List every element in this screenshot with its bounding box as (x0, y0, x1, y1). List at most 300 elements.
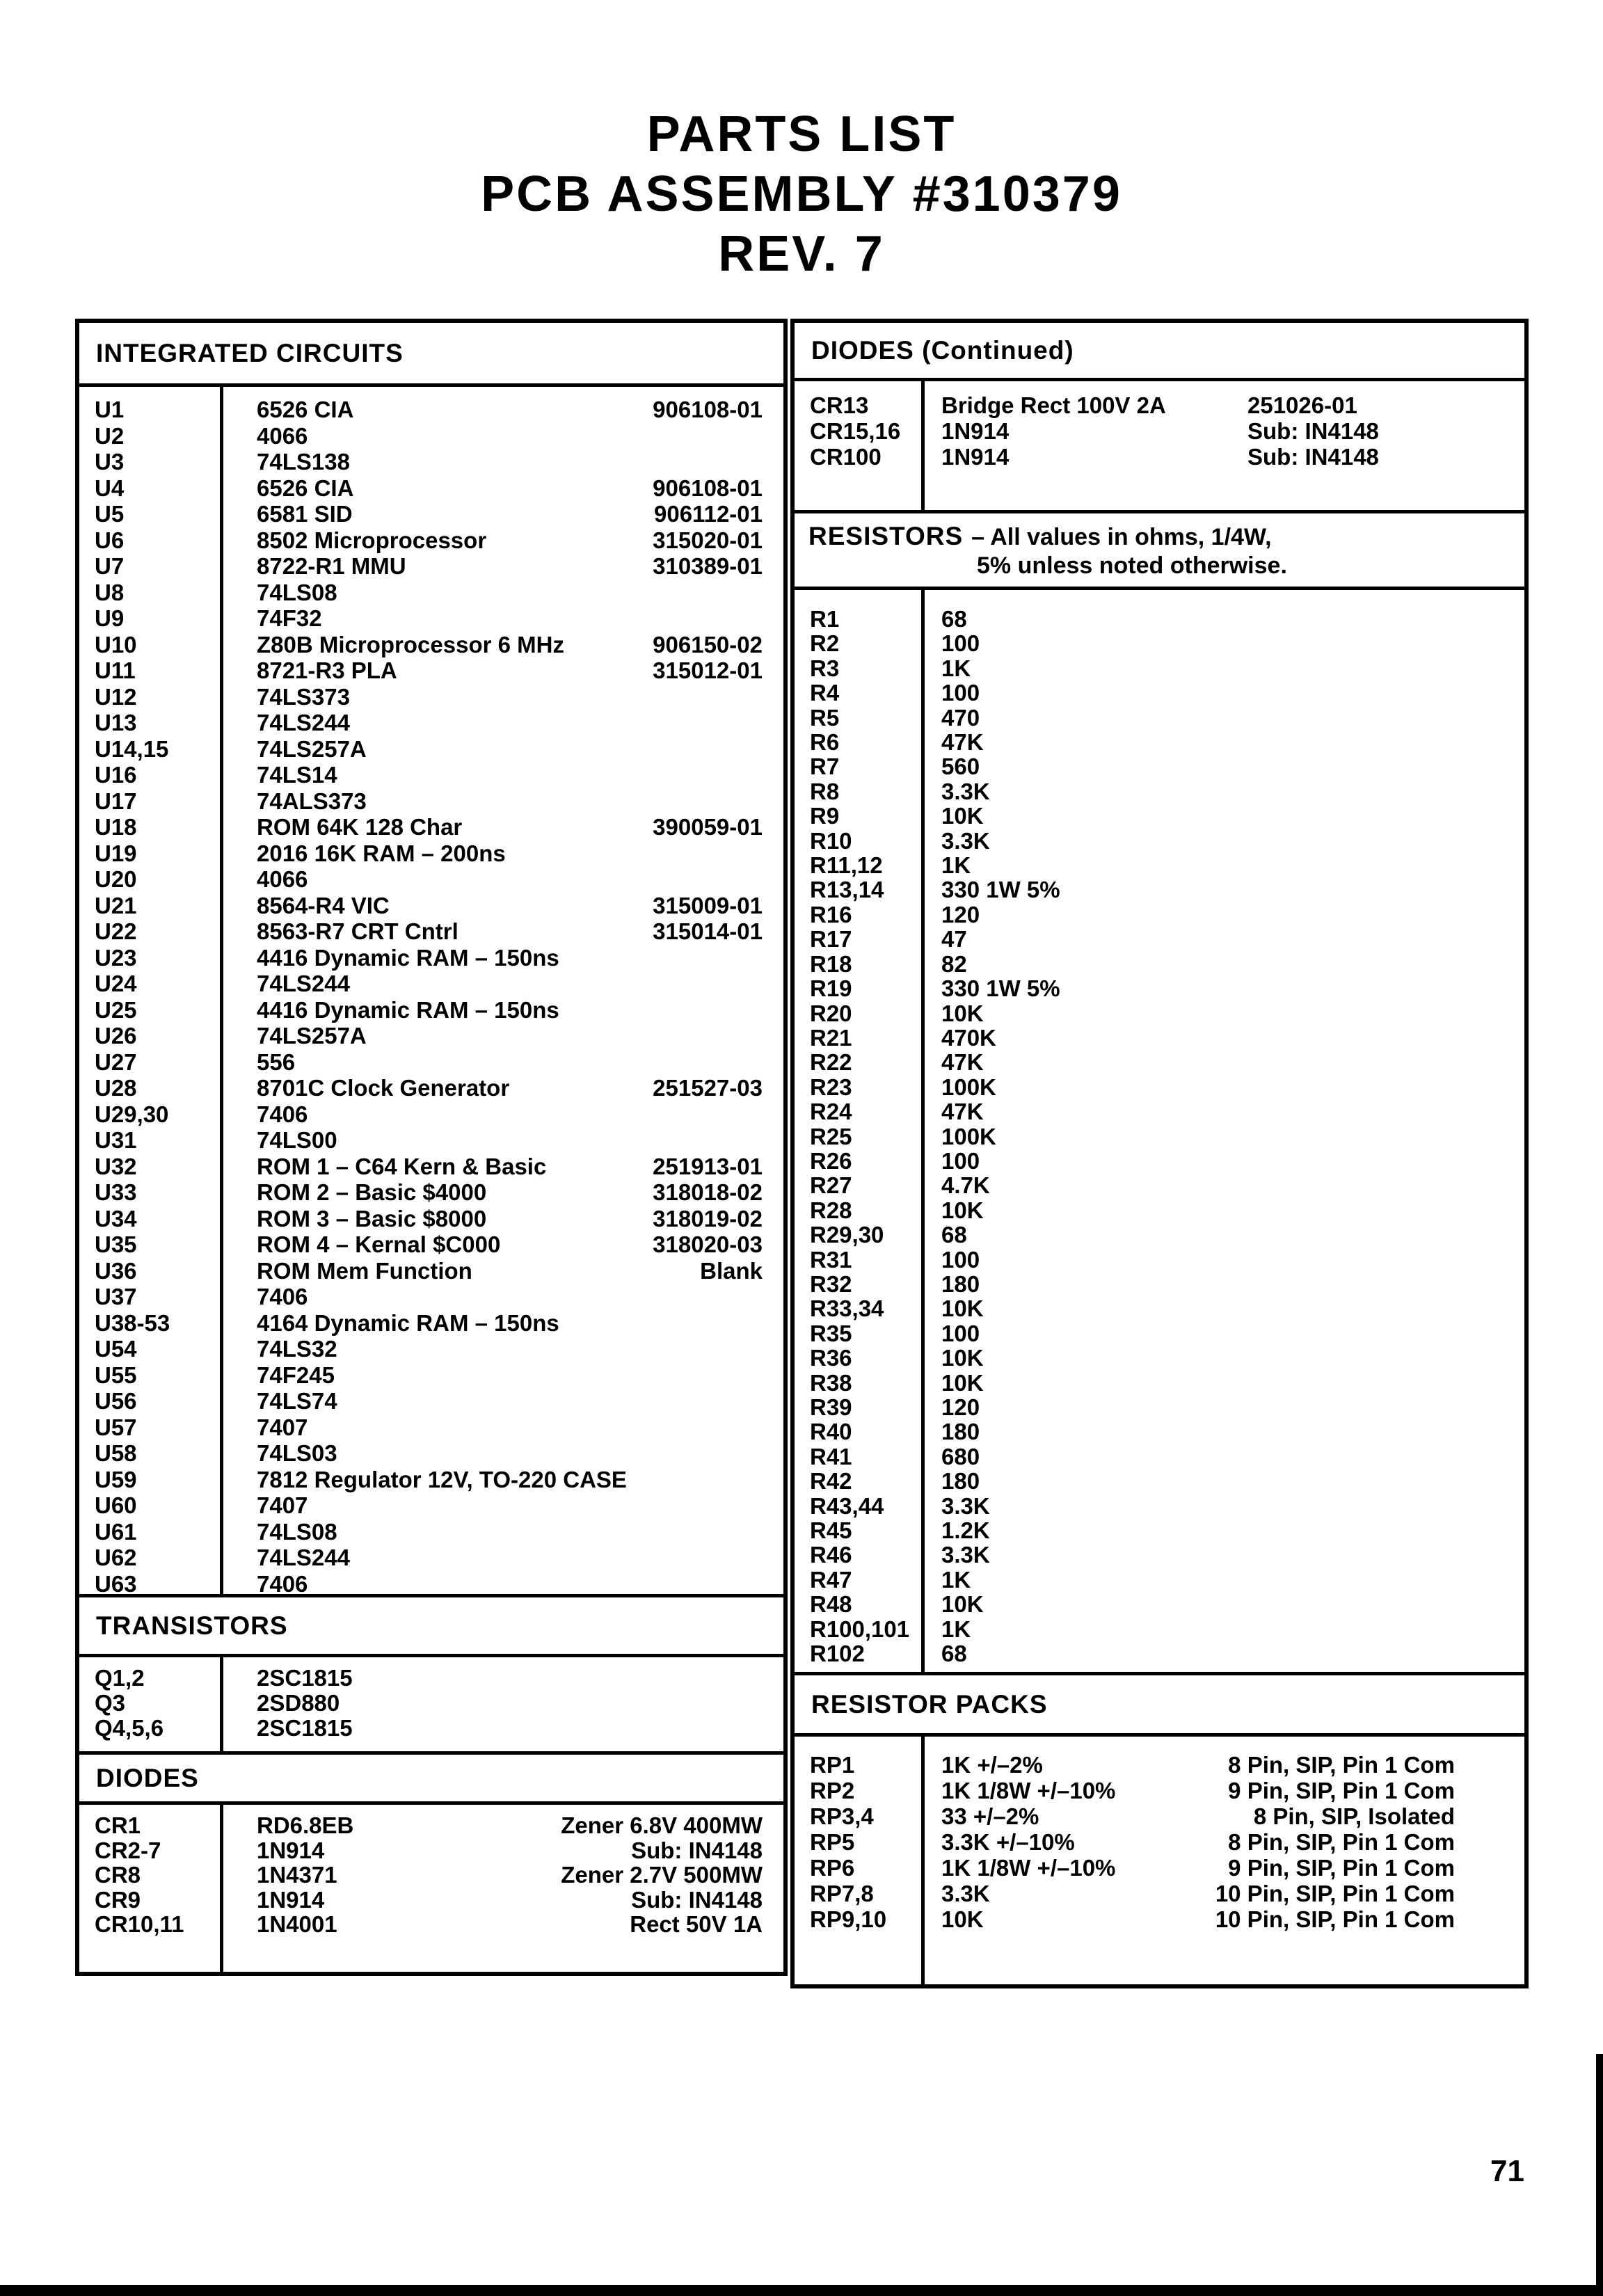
desc-cell: 74LS257A (257, 735, 367, 762)
desc-cell: 74ALS373 (257, 788, 367, 814)
ref-cell: U54 (95, 1336, 137, 1362)
table-row (795, 1099, 1524, 1124)
ref-cell: RP6 (810, 1855, 855, 1881)
table-row (795, 1542, 1524, 1567)
value-cell: 180 (941, 1419, 980, 1445)
part-number-cell: 906150-02 (653, 631, 763, 657)
ref-cell: U5 (95, 501, 125, 527)
desc-cell: 6526 CIA (257, 397, 354, 422)
package-cell: 9 Pin, SIP, Pin 1 Com (1228, 1855, 1455, 1881)
ref-cell: CR15,16 (810, 418, 901, 444)
desc-cell: 7406 (257, 1101, 308, 1127)
desc-cell: 74LS03 (257, 1440, 337, 1466)
ref-cell: U26 (95, 1023, 137, 1049)
ref-cell: R28 (810, 1197, 852, 1223)
table-row (795, 705, 1524, 730)
desc-cell: 4416 Dynamic RAM – 150ns (257, 996, 559, 1023)
table-row (79, 1075, 783, 1101)
ref-cell: R31 (810, 1246, 852, 1273)
desc-cell: ROM 2 – Basic $4000 (257, 1179, 487, 1205)
table-row (795, 730, 1524, 754)
ref-cell: R46 (810, 1542, 852, 1568)
table-row (79, 788, 783, 815)
desc-cell: 1N914 (257, 1837, 325, 1863)
ref-cell: RP3,4 (810, 1803, 874, 1829)
ref-cell: R18 (810, 950, 852, 977)
table-row (795, 1568, 1524, 1592)
ref-cell: U3 (95, 449, 125, 475)
ref-cell: RP2 (810, 1778, 855, 1803)
table-row (79, 1023, 783, 1049)
spec-note-cell: Rect 50V 1A (630, 1911, 763, 1937)
ref-cell: U12 (95, 683, 137, 710)
diodes-table (79, 1805, 783, 1972)
desc-cell: 1N914 (257, 1886, 325, 1913)
ref-cell: U28 (95, 1075, 137, 1101)
table-row (79, 1258, 783, 1284)
table-row (795, 1222, 1524, 1247)
ref-cell: U16 (95, 762, 137, 788)
ref-cell: CR10,11 (95, 1911, 184, 1937)
value-cell: 1K 1/8W +/–10% (941, 1855, 1116, 1881)
ref-cell: R100,101 (810, 1616, 910, 1642)
table-row (79, 1519, 783, 1545)
ref-cell: U57 (95, 1414, 137, 1440)
part-number-cell: 906108-01 (653, 475, 763, 501)
resistors-note-line2: 5% unless noted otherwise. (977, 552, 1287, 579)
section-header-diodes-continued (795, 323, 1524, 381)
section-header-resistor-packs (795, 1675, 1524, 1737)
table-row (795, 1371, 1524, 1395)
desc-cell: 74LS244 (257, 710, 350, 735)
column-divider (220, 1805, 223, 1972)
table-row (79, 1101, 783, 1128)
table-row (79, 580, 783, 606)
desc-cell: 556 (257, 1049, 296, 1075)
value-cell: 3.3K (941, 1542, 990, 1568)
ref-cell: U63 (95, 1570, 137, 1597)
ref-cell: R29,30 (810, 1222, 884, 1248)
section-title: DIODES (Continued) (811, 335, 1074, 365)
package-cell: 8 Pin, SIP, Pin 1 Com (1228, 1829, 1455, 1855)
table-row (79, 1813, 783, 1838)
part-number-cell: 315014-01 (653, 918, 763, 944)
ref-cell: U35 (95, 1231, 137, 1257)
ref-cell: R11,12 (810, 852, 883, 879)
table-row (79, 1912, 783, 1937)
table-row (795, 1247, 1524, 1272)
ref-cell: R39 (810, 1394, 852, 1420)
part-number-cell: 318020-03 (653, 1231, 763, 1257)
column-divider (921, 381, 925, 510)
ref-cell: R32 (810, 1270, 852, 1297)
table-row (795, 1346, 1524, 1370)
desc-cell: RD6.8EB (257, 1812, 354, 1838)
value-cell: 10K (941, 1296, 984, 1322)
ref-cell: R33,34 (810, 1296, 884, 1322)
table-row (79, 1310, 783, 1337)
left-column (75, 319, 788, 1976)
value-cell: 68 (941, 606, 967, 632)
section-title: DIODES (96, 1763, 199, 1792)
column-divider (220, 1657, 223, 1751)
integrated-circuits-table (79, 387, 783, 1597)
value-cell: 1K 1/8W +/–10% (941, 1778, 1116, 1803)
ref-cell: R35 (810, 1320, 852, 1346)
ref-cell: U1 (95, 397, 125, 422)
value-cell: 120 (941, 901, 980, 927)
value-cell: 47 (941, 926, 967, 952)
table-row (79, 657, 783, 684)
ref-cell: R47 (810, 1566, 852, 1593)
value-cell: 47K (941, 1049, 984, 1076)
ref-cell: R21 (810, 1024, 852, 1051)
value-cell: 3.3K (941, 778, 990, 804)
ref-cell: R16 (810, 901, 852, 927)
table-row (795, 952, 1524, 976)
value-cell: 1K (941, 1616, 971, 1642)
ref-cell: R10 (810, 827, 852, 854)
value-cell: 10K (941, 1197, 984, 1223)
table-row (795, 877, 1524, 902)
desc-cell: 74LS08 (257, 579, 337, 605)
ref-cell: U27 (95, 1049, 137, 1075)
desc-cell: ROM 4 – Kernal $C000 (257, 1231, 501, 1257)
table-row (795, 656, 1524, 680)
ref-cell: CR8 (95, 1862, 141, 1888)
table-row (79, 475, 783, 502)
table-row (795, 1001, 1524, 1026)
ref-cell: U2 (95, 422, 125, 449)
table-row (795, 1494, 1524, 1518)
desc-cell: 2SC1815 (257, 1715, 353, 1741)
part-number-cell: 251527-03 (653, 1075, 763, 1101)
part-number-cell: 318018-02 (653, 1179, 763, 1205)
ref-cell: R1 (810, 606, 840, 632)
ref-cell: R36 (810, 1345, 852, 1371)
table-row (79, 1388, 783, 1414)
part-number-cell: 906112-01 (654, 501, 763, 527)
part-number-cell: Sub: IN4148 (1247, 444, 1379, 470)
ref-cell: R23 (810, 1074, 852, 1100)
desc-cell: ROM Mem Function (257, 1257, 472, 1284)
part-number-cell: Blank (700, 1257, 763, 1284)
table-row (795, 1173, 1524, 1197)
ref-cell: U8 (95, 579, 125, 605)
desc-cell: 1N4001 (257, 1911, 337, 1937)
table-row (795, 1444, 1524, 1469)
ref-cell: R42 (810, 1468, 852, 1494)
ref-cell: U60 (95, 1492, 137, 1518)
desc-cell: 2SD880 (257, 1690, 340, 1716)
table-row (79, 1284, 783, 1310)
ref-cell: U6 (95, 527, 125, 553)
table-row (79, 1666, 783, 1691)
scan-edge-right-bar (1596, 2054, 1603, 2296)
table-row (79, 1336, 783, 1362)
table-row (79, 893, 783, 919)
table-row (79, 1838, 783, 1863)
value-cell: 100K (941, 1074, 996, 1100)
desc-cell: 74LS257A (257, 1023, 367, 1049)
ref-cell: U20 (95, 866, 137, 892)
table-row (795, 1419, 1524, 1444)
value-cell: 3.3K (941, 1881, 990, 1906)
ref-cell: U36 (95, 1257, 137, 1284)
ref-cell: R2 (810, 630, 840, 657)
ref-cell: R38 (810, 1369, 852, 1396)
value-cell: 560 (941, 754, 980, 780)
table-row (795, 1592, 1524, 1616)
table-row (795, 1803, 1524, 1829)
desc-cell: 74LS244 (257, 1545, 350, 1570)
table-row (79, 971, 783, 997)
scan-edge-bottom-bar (0, 2285, 1603, 2296)
table-row (795, 392, 1524, 418)
column-divider (921, 590, 925, 1672)
ref-cell: R17 (810, 926, 852, 952)
ref-cell: R43,44 (810, 1492, 884, 1519)
spec-note-cell: Sub: IN4148 (631, 1886, 763, 1913)
table-row (79, 423, 783, 449)
ref-cell: R102 (810, 1641, 865, 1667)
ref-cell: U62 (95, 1545, 137, 1570)
package-cell: 10 Pin, SIP, Pin 1 Com (1215, 1906, 1455, 1932)
table-row (79, 1049, 783, 1076)
value-cell: 3.3K (941, 827, 990, 854)
table-row (795, 1026, 1524, 1050)
table-row (79, 1888, 783, 1913)
table-row (79, 1231, 783, 1258)
table-row (795, 853, 1524, 877)
table-row (79, 918, 783, 945)
value-cell: 1K +/–2% (941, 1752, 1043, 1778)
column-divider (220, 387, 223, 1594)
table-row (79, 553, 783, 580)
ref-cell: R45 (810, 1517, 852, 1544)
desc-cell: 74F245 (257, 1362, 335, 1388)
ref-cell: U59 (95, 1466, 137, 1492)
part-number-cell: 390059-01 (653, 814, 763, 840)
table-row (79, 1716, 783, 1741)
table-row (79, 736, 783, 763)
table-row (795, 1617, 1524, 1641)
page-number: 71 (1490, 2154, 1524, 2188)
ref-cell: U7 (95, 553, 125, 579)
desc-cell: 8701C Clock Generator (257, 1075, 510, 1101)
table-row (795, 1906, 1524, 1932)
ref-cell: CR9 (95, 1886, 141, 1913)
value-cell: 4.7K (941, 1172, 990, 1199)
table-row (79, 1127, 783, 1154)
ref-cell: U58 (95, 1440, 137, 1466)
ref-cell: U4 (95, 475, 125, 501)
ref-cell: U18 (95, 814, 137, 840)
value-cell: 1.2K (941, 1517, 990, 1544)
ref-cell: R8 (810, 778, 840, 804)
table-row (79, 1206, 783, 1232)
desc-cell: 74LS74 (257, 1388, 337, 1414)
ref-cell: U34 (95, 1205, 137, 1231)
table-row (795, 754, 1524, 779)
ref-cell: U37 (95, 1284, 137, 1309)
desc-cell: 74LS08 (257, 1518, 337, 1545)
table-row (795, 1395, 1524, 1419)
value-cell: 68 (941, 1222, 967, 1248)
ref-cell: R24 (810, 1099, 852, 1125)
ref-cell: R4 (810, 680, 840, 706)
ref-cell: R48 (810, 1591, 852, 1618)
table-row (795, 444, 1524, 470)
value-cell: 100 (941, 1320, 980, 1346)
table-row (79, 1362, 783, 1389)
spec-note-cell: Zener 2.7V 500MW (561, 1862, 763, 1888)
table-row (795, 976, 1524, 1000)
diodes-continued-table (795, 381, 1524, 513)
desc-cell: 1N914 (941, 444, 1010, 470)
ref-cell: R22 (810, 1049, 852, 1076)
table-row (795, 1296, 1524, 1321)
desc-cell: 4416 Dynamic RAM – 150ns (257, 944, 559, 971)
ref-cell: CR13 (810, 392, 869, 418)
desc-cell: 7406 (257, 1284, 308, 1309)
value-cell: 470 (941, 704, 980, 731)
section-title: RESISTOR PACKS (811, 1689, 1048, 1719)
ref-cell: U10 (95, 631, 137, 657)
value-cell: 10K (941, 1591, 984, 1618)
table-row (79, 840, 783, 867)
desc-cell: 74LS244 (257, 971, 350, 996)
desc-cell: 74LS373 (257, 683, 350, 710)
table-row (795, 1469, 1524, 1493)
table-row (795, 1855, 1524, 1881)
ref-cell: R13,14 (810, 877, 884, 903)
ref-cell: R6 (810, 729, 840, 756)
title-line-1: PARTS LIST (646, 106, 957, 162)
ref-cell: RP9,10 (810, 1906, 887, 1932)
table-row (795, 1778, 1524, 1803)
desc-cell: 74LS14 (257, 762, 337, 788)
value-cell: 180 (941, 1468, 980, 1494)
ref-cell: U22 (95, 918, 137, 944)
table-row (795, 1321, 1524, 1346)
table-row (79, 710, 783, 736)
ref-cell: CR100 (810, 444, 882, 470)
desc-cell: 7406 (257, 1570, 308, 1597)
table-row (79, 1691, 783, 1716)
table-row (79, 632, 783, 658)
ref-cell: U33 (95, 1179, 137, 1205)
ref-cell: U55 (95, 1362, 137, 1388)
table-row (795, 1149, 1524, 1173)
value-cell: 10K (941, 1369, 984, 1396)
ref-cell: R41 (810, 1443, 852, 1469)
desc-cell: 74LS32 (257, 1336, 337, 1362)
section-title: RESISTORS (808, 522, 964, 550)
ref-cell: U21 (95, 892, 137, 918)
part-number-cell: 315012-01 (653, 657, 763, 683)
table-row (795, 607, 1524, 631)
value-cell: 330 1W 5% (941, 877, 1060, 903)
part-number-cell: 906108-01 (653, 397, 763, 422)
value-cell: 68 (941, 1641, 967, 1667)
desc-cell: 8721-R3 PLA (257, 657, 397, 683)
value-cell: 330 1W 5% (941, 975, 1060, 1002)
ref-cell: U56 (95, 1388, 137, 1414)
ref-cell: RP5 (810, 1829, 855, 1855)
value-cell: 180 (941, 1270, 980, 1297)
table-row (79, 605, 783, 632)
ref-cell: R20 (810, 1000, 852, 1026)
value-cell: 100 (941, 630, 980, 657)
table-row (795, 1198, 1524, 1222)
desc-cell: 6526 CIA (257, 475, 354, 501)
desc-cell: 8502 Microprocessor (257, 527, 487, 553)
value-cell: 1K (941, 1566, 971, 1593)
table-row (795, 1752, 1524, 1778)
desc-cell: 6581 SID (257, 501, 353, 527)
table-row (795, 1124, 1524, 1149)
value-cell: 1K (941, 655, 971, 681)
ref-cell: R19 (810, 975, 852, 1002)
table-row (79, 501, 783, 527)
table-row (795, 1518, 1524, 1542)
desc-cell: Z80B Microprocessor 6 MHz (257, 631, 564, 657)
desc-cell: 74LS00 (257, 1127, 337, 1153)
ref-cell: U13 (95, 710, 137, 735)
value-cell: 3.3K (941, 1492, 990, 1519)
table-row (79, 1492, 783, 1519)
ref-cell: U17 (95, 788, 137, 814)
value-cell: 680 (941, 1443, 980, 1469)
table-row (79, 397, 783, 423)
table-row (79, 1154, 783, 1180)
value-cell: 10K (941, 1000, 984, 1026)
desc-cell: ROM 64K 128 Char (257, 814, 463, 840)
part-number-cell: Sub: IN4148 (1247, 418, 1379, 444)
table-row (79, 866, 783, 893)
ref-cell: U9 (95, 605, 125, 631)
value-cell: 100K (941, 1123, 996, 1149)
desc-cell: 8563-R7 CRT Cntrl (257, 918, 458, 944)
ref-cell: U31 (95, 1127, 137, 1153)
package-cell: 8 Pin, SIP, Isolated (1253, 1803, 1455, 1829)
desc-cell: 8722-R1 MMU (257, 553, 406, 579)
table-row (795, 1881, 1524, 1906)
part-number-cell: 318019-02 (653, 1205, 763, 1231)
value-cell: 10K (941, 1345, 984, 1371)
desc-cell: 2SC1815 (257, 1665, 353, 1691)
desc-cell: 4164 Dynamic RAM – 150ns (257, 1309, 559, 1336)
table-row (795, 680, 1524, 705)
table-row (79, 945, 783, 971)
desc-cell: 7407 (257, 1414, 308, 1440)
resistor-packs-table (795, 1737, 1524, 1984)
table-row (79, 1414, 783, 1441)
ref-cell: RP1 (810, 1752, 855, 1778)
ref-cell: R27 (810, 1172, 852, 1199)
ref-cell: U19 (95, 840, 137, 866)
table-row (79, 1467, 783, 1493)
ref-cell: R40 (810, 1419, 852, 1445)
ref-cell: CR1 (95, 1812, 141, 1838)
ref-cell: R26 (810, 1147, 852, 1174)
table-row (795, 829, 1524, 853)
value-cell: 10K (941, 1906, 984, 1932)
desc-cell: 2016 16K RAM – 200ns (257, 840, 506, 866)
part-number-cell: 315020-01 (653, 527, 763, 553)
desc-cell: 1N4371 (257, 1862, 337, 1888)
